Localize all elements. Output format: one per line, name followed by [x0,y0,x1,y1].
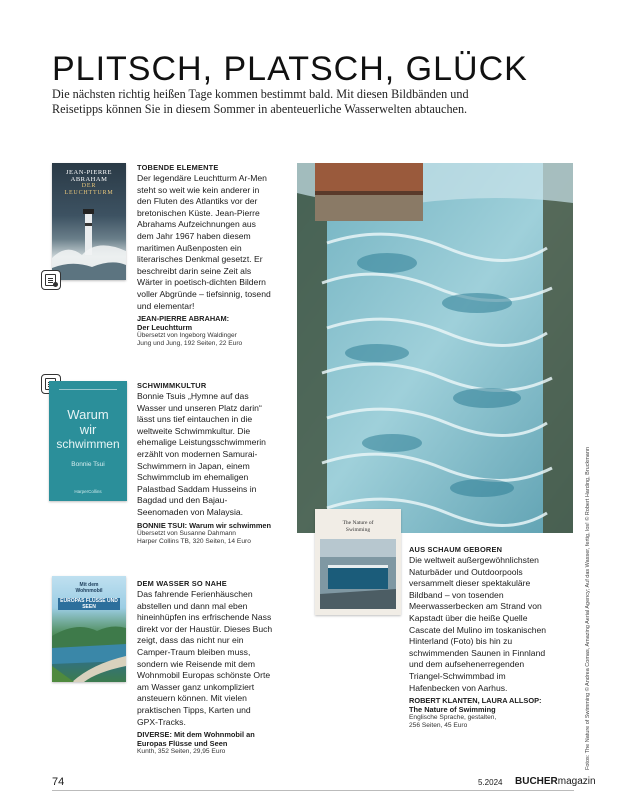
page-title: PLITSCH, PLATSCH, GLÜCK [52,50,528,88]
book-cover-the-nature-of-swimming [315,509,401,615]
page-number: 74 [52,776,65,788]
book-author: JEAN-PIERRE ABRAHAM: [137,314,230,324]
article-heading: DEM WASSER SO NAHE [137,579,227,588]
article-wohnmobil [137,579,273,756]
cover-top-line [59,389,117,390]
book-title: Der Leuchtturm [137,323,193,333]
photo-illustration [297,163,573,533]
book-cover-warum-wir-schwimmen [49,381,127,501]
cover-author: Bonnie Tsui [71,461,105,468]
cover-title-line-2: wir [79,422,97,437]
cover-title-line-1: The Nature of [342,520,374,526]
intro-text: Die nächsten richtig heißen Tage kommen bestimmt bald. Mit diesen Bildbänden und Reisetipps können Sie in diesem Sommer in abenteuerliche Wasserwelten abtauchen. [52,87,469,116]
book-publisher: 256 Seiten, 45 Euro [409,722,468,730]
book-publisher: Jung und Jung, 192 Seiten, 22 Euro [137,340,243,348]
book-author-title: DIVERSE: Mit dem Wohnmobil an Europas Flüsse und Seen [137,730,255,749]
article-warum-wir-schwimmen [137,381,273,546]
article-body: Bonnie Tsuis „Hymne auf das Wasser und unseren Platz darin“ lässt uns tief eintauchen in die weltweite Schwimmkultur. Die ehemalige Leistungsschwimmerin erzählt von modernen Samurai-Schwimmern in Japan, einem Schwimmclub im ehemaligen Palastbad Saddam Husseins in Bagdad und den Bajau-Seenomaden von Malaysia. [137,391,266,517]
lake-road-illustration [52,576,126,682]
issue-number: 5.2024 [478,778,503,787]
book-translator: Übersetzt von Ingeborg Waldinger [137,332,237,340]
cover-publisher: HarperCollins [74,489,102,494]
article-heading: TOBENDE ELEMENTE [137,163,219,172]
cover-title-line-1: Mit dem Wohnmobil [75,582,103,594]
magazine-name-regular: magazin [557,776,596,787]
book-publisher: Harper Collins TB, 320 Seiten, 14 Euro [137,537,251,545]
article-body: Das fahrende Ferienhäuschen abstellen und dann mal eben hineinhüpfen ins erfrischende Nass direkt vor der Haustür. Dieses Buch zeigt, dass das nicht nur ein Camper-Traum bleiben muss, sondern wie Reisende mit dem Wohnmobil Europas schönste Orte am Wasser ganz unkompliziert ansteuern können. Mit vielen praktischen Tipps, Karten und GPX-Tracks. [137,589,273,727]
book-author-title: BONNIE TSUI: Warum wir schwimmen [137,520,272,530]
photo-credit: Fotos: The Nature of Swimming © Andrea Comas, Amazing Aerial Agency; Auf das Wasser, fertig, los! © Robert Harding, Bruckmann [585,447,591,770]
article-heading: SCHWIMMKULTUR [137,381,207,390]
book-translator: Übersetzt von Susanne Dahmann [137,529,236,537]
footer-rule [52,790,574,791]
cover-title-line-1: Warum [67,407,109,422]
lighthouse-illustration [52,163,126,280]
cover-title-line-2: Swimming [345,527,371,533]
cover-title-line-3: schwimmen [56,437,120,451]
ebook-icon [41,270,61,290]
cover-author: JEAN-PIERRE ABRAHAM [66,169,112,183]
book-title: The Nature of Swimming [409,705,496,715]
article-heading: AUS SCHAUM GEBOREN [409,545,503,554]
cover-title-line-2: EUROPAS FLÜSSE UND SEEN [58,598,120,610]
book-author: ROBERT KLANTEN, LAURA ALLSOP: [409,696,542,706]
article-the-nature-of-swimming [409,545,549,731]
magazine-name-bold: BUCHER [515,776,558,787]
aerial-photo-cascate-del-mulino [297,163,573,533]
book-publisher: Kunth, 352 Seiten, 29,95 Euro [137,748,226,756]
article-der-leuchtturm [137,163,273,349]
pool-photo [320,539,396,609]
book-details: Englische Sprache, gestalten, [409,714,497,722]
article-body: Die weltweit außergewöhnlichsten Naturbäder und Outdoorpools versammelt dieser spektakuläre Bildband – von tosenden Meerwasserbecken am Strand von Kapstadt über die heiße Quelle Cascate del Mulino im toskanischen Hinterland (Foto) bis hin zu schwimmenden Saunen in Finnland und dem aufsehenerregenden Triangel-Schwimmbad im Hafenbecken von Aarhus. [409,555,547,693]
book-cover-der-leuchtturm [52,163,126,280]
article-body: Der legendäre Leuchtturm Ar-Men steht so weit wie kein anderer in den Fluten des Atlantiks vor der bretonischen Küste. Jean-Pierre Abrahams Aufzeichnungen aus dem Jahr 1967 haben diesem maritimen Außenposten ein literarisches Denkmal gesetzt. Er beschreibt darin seine Zeit als Wärter in poetisch-dichten Bildern voller Abgründe – tiefsinnig, tosend und elementar! [137,173,271,311]
cover-title: DER LEUCHTTURM [64,183,114,196]
book-cover-wohnmobil [52,576,126,682]
magazine-name [515,776,596,787]
